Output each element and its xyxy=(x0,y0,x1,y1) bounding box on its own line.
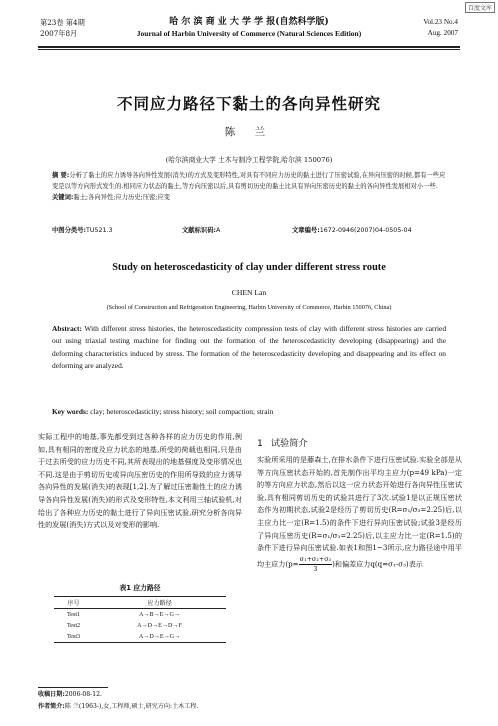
section-number: 1 xyxy=(257,438,263,449)
section1-text-tail: )和偏差应力q(q=σ₁-σ₃)表示 xyxy=(332,559,423,569)
affiliation-cn: (哈尔滨商业大学 土木与制冷工程学院,哈尔滨 150076) xyxy=(165,156,333,164)
header-vol-no: Vol.23 No.4 xyxy=(423,18,458,26)
table-row xyxy=(54,620,226,631)
section-heading xyxy=(257,435,308,449)
table-header-row xyxy=(54,597,226,609)
header-volume-en xyxy=(423,17,458,39)
table-row xyxy=(54,609,226,621)
doc-label: 文献标识码: xyxy=(182,227,217,234)
section-title: 试验简介 xyxy=(270,438,308,449)
paper-title-en: Study on heteroscedasticity of clay under different stress route xyxy=(112,262,386,273)
table-header-cell: 应力路径 xyxy=(147,601,172,607)
doc-value: A xyxy=(216,227,221,234)
fraction-numerator: σ₁+σ₂+σ₃ xyxy=(299,554,332,563)
header-date: 2007年8月 xyxy=(40,29,78,38)
section1-paragraph xyxy=(257,454,462,574)
table-header-cell: 序号 xyxy=(67,601,80,607)
header-rule-thick xyxy=(38,46,460,48)
intro-paragraph: 实际工程中的地基,事先都受到过各种各样的应力历史的作用,例如,具有相同的密度及应力状态的地基,所受的荷载也相同,只是由于过去所受的应力历史不同,其所表现出的地基强度及变形情况也不同.这是由于剪切历史或异向压密历史的作用所导致的应力诱导各向异性的发展(消失)的表现[1,2].为了解过压密黏性土的应力诱导各向异性发展(消失)的形式及变形特性,本文利用三轴试验机,对给出了各种应力历史的黏土进行了异向压密试验,研究分析各向异性的发展(消失)方式以及对变形的影响. xyxy=(38,432,242,530)
keywords-en-label: Key words: xyxy=(52,407,89,416)
section1-text: 实验所采用的是藤森土,在排水条件下进行压密试验.实验全部是从等方向压密状态开始的,首先制作出平均主应力(p=49 kPa)一定的等方向应力状态,然后以这一应力状态开始进行各向异性压密试验,具有相同剪切历史的试验共进行了3次.试验1是以正规压密状态作为初期状态,试验2是经历了剪切历史(R=σ₁/σ₃=2.25)后,以主应力比一定(R=1.5)的条件下进行异向压密试验;试验3是经历了异向压密历史(R=σ₁/σ₃=2.25)后,以主应力比一定(R=1.5)的条件下进行异向压密试验.如表1和图1~3所示,应力路径途中用平均主应力(p= xyxy=(257,455,462,569)
paper-title-cn: 不同应力路径下黏土的各向异性研究 xyxy=(116,95,381,113)
doc-code xyxy=(182,225,220,234)
mean-stress-fraction xyxy=(299,555,332,574)
table-cell: Test3 xyxy=(66,633,81,640)
table-cell: A→B→E→G→ xyxy=(139,611,180,618)
footnote-rule xyxy=(38,687,108,688)
keywords-cn-text: 黏土;各向异性;应力历史;压密;应变 xyxy=(73,194,171,202)
table-cell: A→D→E→D→F xyxy=(137,622,182,629)
abstract-en xyxy=(52,323,446,372)
watermark-badge: 百度文库 xyxy=(465,2,495,13)
stress-path-table xyxy=(54,596,226,643)
clc-label: 中图分类号: xyxy=(52,227,87,234)
author-en: CHEN Lan xyxy=(231,288,267,297)
journal-name-cn: 哈 尔 滨 商 业 大 学 学 报(自然科学版) xyxy=(169,17,329,27)
abstract-cn-text: 分析了黏土的应力诱导各向异性发展(消失)的方式及变形特性,对具有不同应力历史的黏土进行了压密试验,在异向压密的时候,都有一些应变是以等方向形式发生的.相同应力状态的黏土,等方向压密以后,具有剪切历史的黏土比具有异向压密历史的黏土的各向异性发展相对小一些. xyxy=(52,172,446,191)
received-label: 收稿日期: xyxy=(38,691,65,698)
author-bio-label: 作者简介: xyxy=(38,703,65,710)
author-bio-value: 陈 兰(1963-),女,工程师,硕士,研究方向:土木工程. xyxy=(64,703,199,710)
footnote xyxy=(38,689,198,713)
article-value: 1672-0946(2007)04-0505-04 xyxy=(319,227,412,234)
keywords-en-text: clay; heteroscedasticity; stress history; soil compaction; strain xyxy=(90,407,274,416)
abstract-en-text: With different stress histories, the heteroscedasticity compression tests of clay with different stress histories are carried out using triaxial testing machine for finding out the formation of the heteroscedasticity developing (disappearing) and the deforming characteristics induced by stress. The formation of the heteroscedasticity developing and disappearing and its effect on deforming are analyzed. xyxy=(52,324,447,370)
abstract-cn-label: 摘 要: xyxy=(52,172,70,179)
affiliation-en: (School of Construction and Refrigeration Engineering, Harbin University of Commerce, Harbin 150076, China) xyxy=(106,304,392,311)
header-date-en: Aug. 2007 xyxy=(427,29,458,37)
clc-value: TU521.3 xyxy=(86,227,113,234)
keywords-cn-label: 关键词: xyxy=(52,194,74,202)
keywords-en xyxy=(52,407,446,416)
clc-number xyxy=(52,225,113,234)
journal-name-en: Journal of Harbin University of Commerce (Natural Sciences Edition) xyxy=(136,29,362,38)
author-cn: 陈 兰 xyxy=(224,126,274,138)
footnote-author xyxy=(38,701,198,713)
table-cell: Test1 xyxy=(66,611,81,618)
article-number xyxy=(292,225,412,234)
table-cell: A→D→E→G→ xyxy=(138,633,181,640)
fraction-denominator: 3 xyxy=(313,564,318,573)
abstract-en-label: Abstract: xyxy=(52,324,82,333)
article-label: 文章编号: xyxy=(292,227,320,234)
keywords-cn xyxy=(52,192,446,203)
table-row xyxy=(54,631,226,643)
received-value: 2006-08-12. xyxy=(64,691,102,698)
footnote-received xyxy=(38,689,198,701)
abstract-cn xyxy=(52,170,446,204)
header-rule-thin xyxy=(38,49,460,50)
header-volume-issue: 第23卷 第4期 xyxy=(40,18,85,27)
table-cell: Test2 xyxy=(66,622,81,629)
abstract-cn-body xyxy=(52,170,446,192)
table-caption: 表1 应力路径 xyxy=(119,584,161,592)
